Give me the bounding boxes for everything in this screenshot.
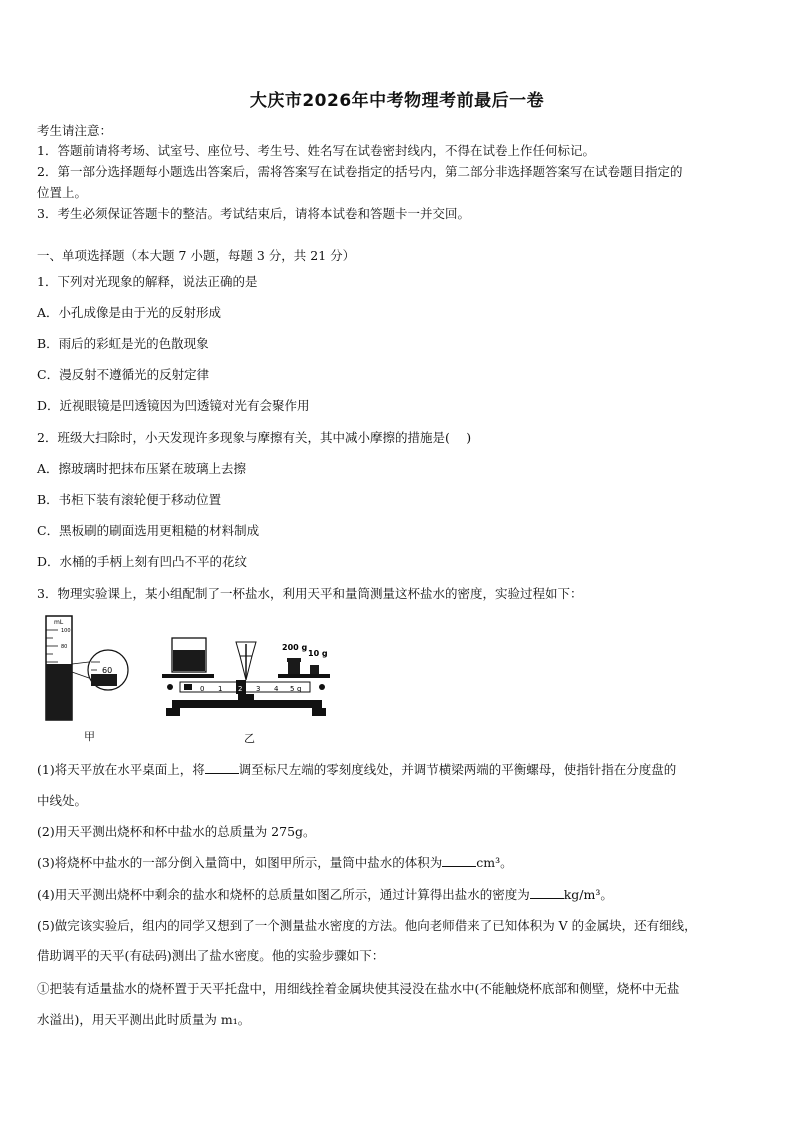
scale-number-0: 0 <box>200 685 205 693</box>
q1-option-b: B．雨后的彩虹是光的色散现象 <box>37 336 209 351</box>
q1-stem: 1．下列对光现象的解释，说法正确的是 <box>37 274 258 289</box>
q3-step1-line <box>37 760 676 778</box>
q3-step3-a: (3)将烧杯中盐水的一部分倒入量筒中，如图甲所示，量筒中盐水的体积为 <box>37 855 443 870</box>
cylinder-tick-80: 80 <box>61 644 68 650</box>
q3-sub1-b: 水溢出)，用天平测出此时质量为 m₁。 <box>37 1012 251 1027</box>
cylinder-tick-100: 100 <box>61 628 71 634</box>
q3-step3-b: cm³。 <box>476 855 513 870</box>
graduated-cylinder-figure <box>40 612 130 724</box>
notice-item-3: 3．考生必须保证答题卡的整洁。考试结束后，请将本试卷和答题卡一并交回。 <box>37 206 470 221</box>
q2-option-d: D．水桶的手柄上刻有凹凸不平的花纹 <box>37 554 248 569</box>
section-heading: 一、单项选择题（本大题 7 小题，每题 3 分，共 21 分） <box>37 248 356 263</box>
scale-number-4: 4 <box>274 685 279 693</box>
q3-step4-a: (4)用天平测出烧杯中剩余的盐水和烧杯的总质量如图乙所示，通过计算得出盐水的密度为 <box>37 887 530 902</box>
q3-step5-a: (5)做完该实验后，组内的同学又想到了一个测量盐水密度的方法。他向老师借来了已知体积为 V 的金属块，还有细线， <box>37 918 697 933</box>
q1-option-d: D．近视眼镜是凹透镜因为凹透镜对光有会聚作用 <box>37 398 310 413</box>
q3-step5-b: 借助调平的天平(有砝码)测出了盐水密度。他的实验步骤如下： <box>37 948 385 963</box>
q3-step1-b: 调至标尺左端的零刻度线处，并调节横梁两端的平衡螺母，使指针指在分度盘的 <box>238 762 677 777</box>
q2-stem: 2．班级大扫除时，小天发现许多现象与摩擦有关，其中减小摩擦的措施是( ) <box>37 430 472 445</box>
weight-label-200g: 200 g <box>282 643 308 652</box>
figure-label-yi: 乙 <box>244 732 255 745</box>
scale-unit: g <box>297 685 302 693</box>
q3-step4-line <box>37 885 613 903</box>
notice-item-2-cont: 位置上。 <box>37 185 88 200</box>
q3-stem: 3．物理实验课上，某小组配制了一杯盐水，利用天平和量筒测量这杯盐水的密度，实验过程如下： <box>37 586 583 601</box>
q3-step4-b: kg/m³。 <box>563 887 613 902</box>
cylinder-unit: mL <box>54 619 64 626</box>
q1-option-c: C．漫反射不遵循光的反射定律 <box>37 367 210 382</box>
q3-step2: (2)用天平测出烧杯和杯中盐水的总质量为 275g。 <box>37 824 316 839</box>
q2-option-b: B．书柜下装有滚轮便于移动位置 <box>37 492 222 507</box>
q3-step3-blank <box>442 854 476 867</box>
q3-step4-blank <box>530 886 564 899</box>
q2-option-c: C．黑板刷的刷面选用更粗糙的材料制成 <box>37 523 260 538</box>
cylinder-zoom-mark: 60 <box>102 666 113 675</box>
q3-sub1-a: ①把装有适量盐水的烧杯置于天平托盘中，用细线拴着金属块使其浸没在盐水中(不能触烧杯底部和侧壁，烧杯中无盐 <box>37 981 680 996</box>
scale-number-3: 3 <box>256 685 261 693</box>
q3-step1-blank <box>205 761 239 774</box>
q2-option-a: A．擦玻璃时把抹布压紧在玻璃上去擦 <box>37 461 247 476</box>
exam-title: 大庆市2026年中考物理考前最后一卷 <box>249 91 545 111</box>
q3-step1-a: (1)将天平放在水平桌面上，将 <box>37 762 205 777</box>
figure-label-jia: 甲 <box>84 730 95 743</box>
scale-number-2: 2 <box>238 685 243 693</box>
q3-step3-line <box>37 853 513 871</box>
scale-number-5: 5 <box>290 685 295 693</box>
weight-label-10g: 10 g <box>308 649 328 658</box>
q3-step1-c: 中线处。 <box>37 793 88 808</box>
notice-heading: 考生请注意： <box>37 123 113 138</box>
q1-option-a: A．小孔成像是由于光的反射形成 <box>37 305 222 320</box>
notice-item-1: 1．答题前请将考场、试室号、座位号、考生号、姓名写在试卷密封线内，不得在试卷上作任何标记。 <box>37 143 595 158</box>
scale-number-1: 1 <box>218 685 223 693</box>
notice-item-2: 2．第一部分选择题每小题选出答案后，需将答案写在试卷指定的括号内，第二部分非选择题答案写在试卷题目指定的 <box>37 164 683 179</box>
balance-figure <box>152 634 342 726</box>
